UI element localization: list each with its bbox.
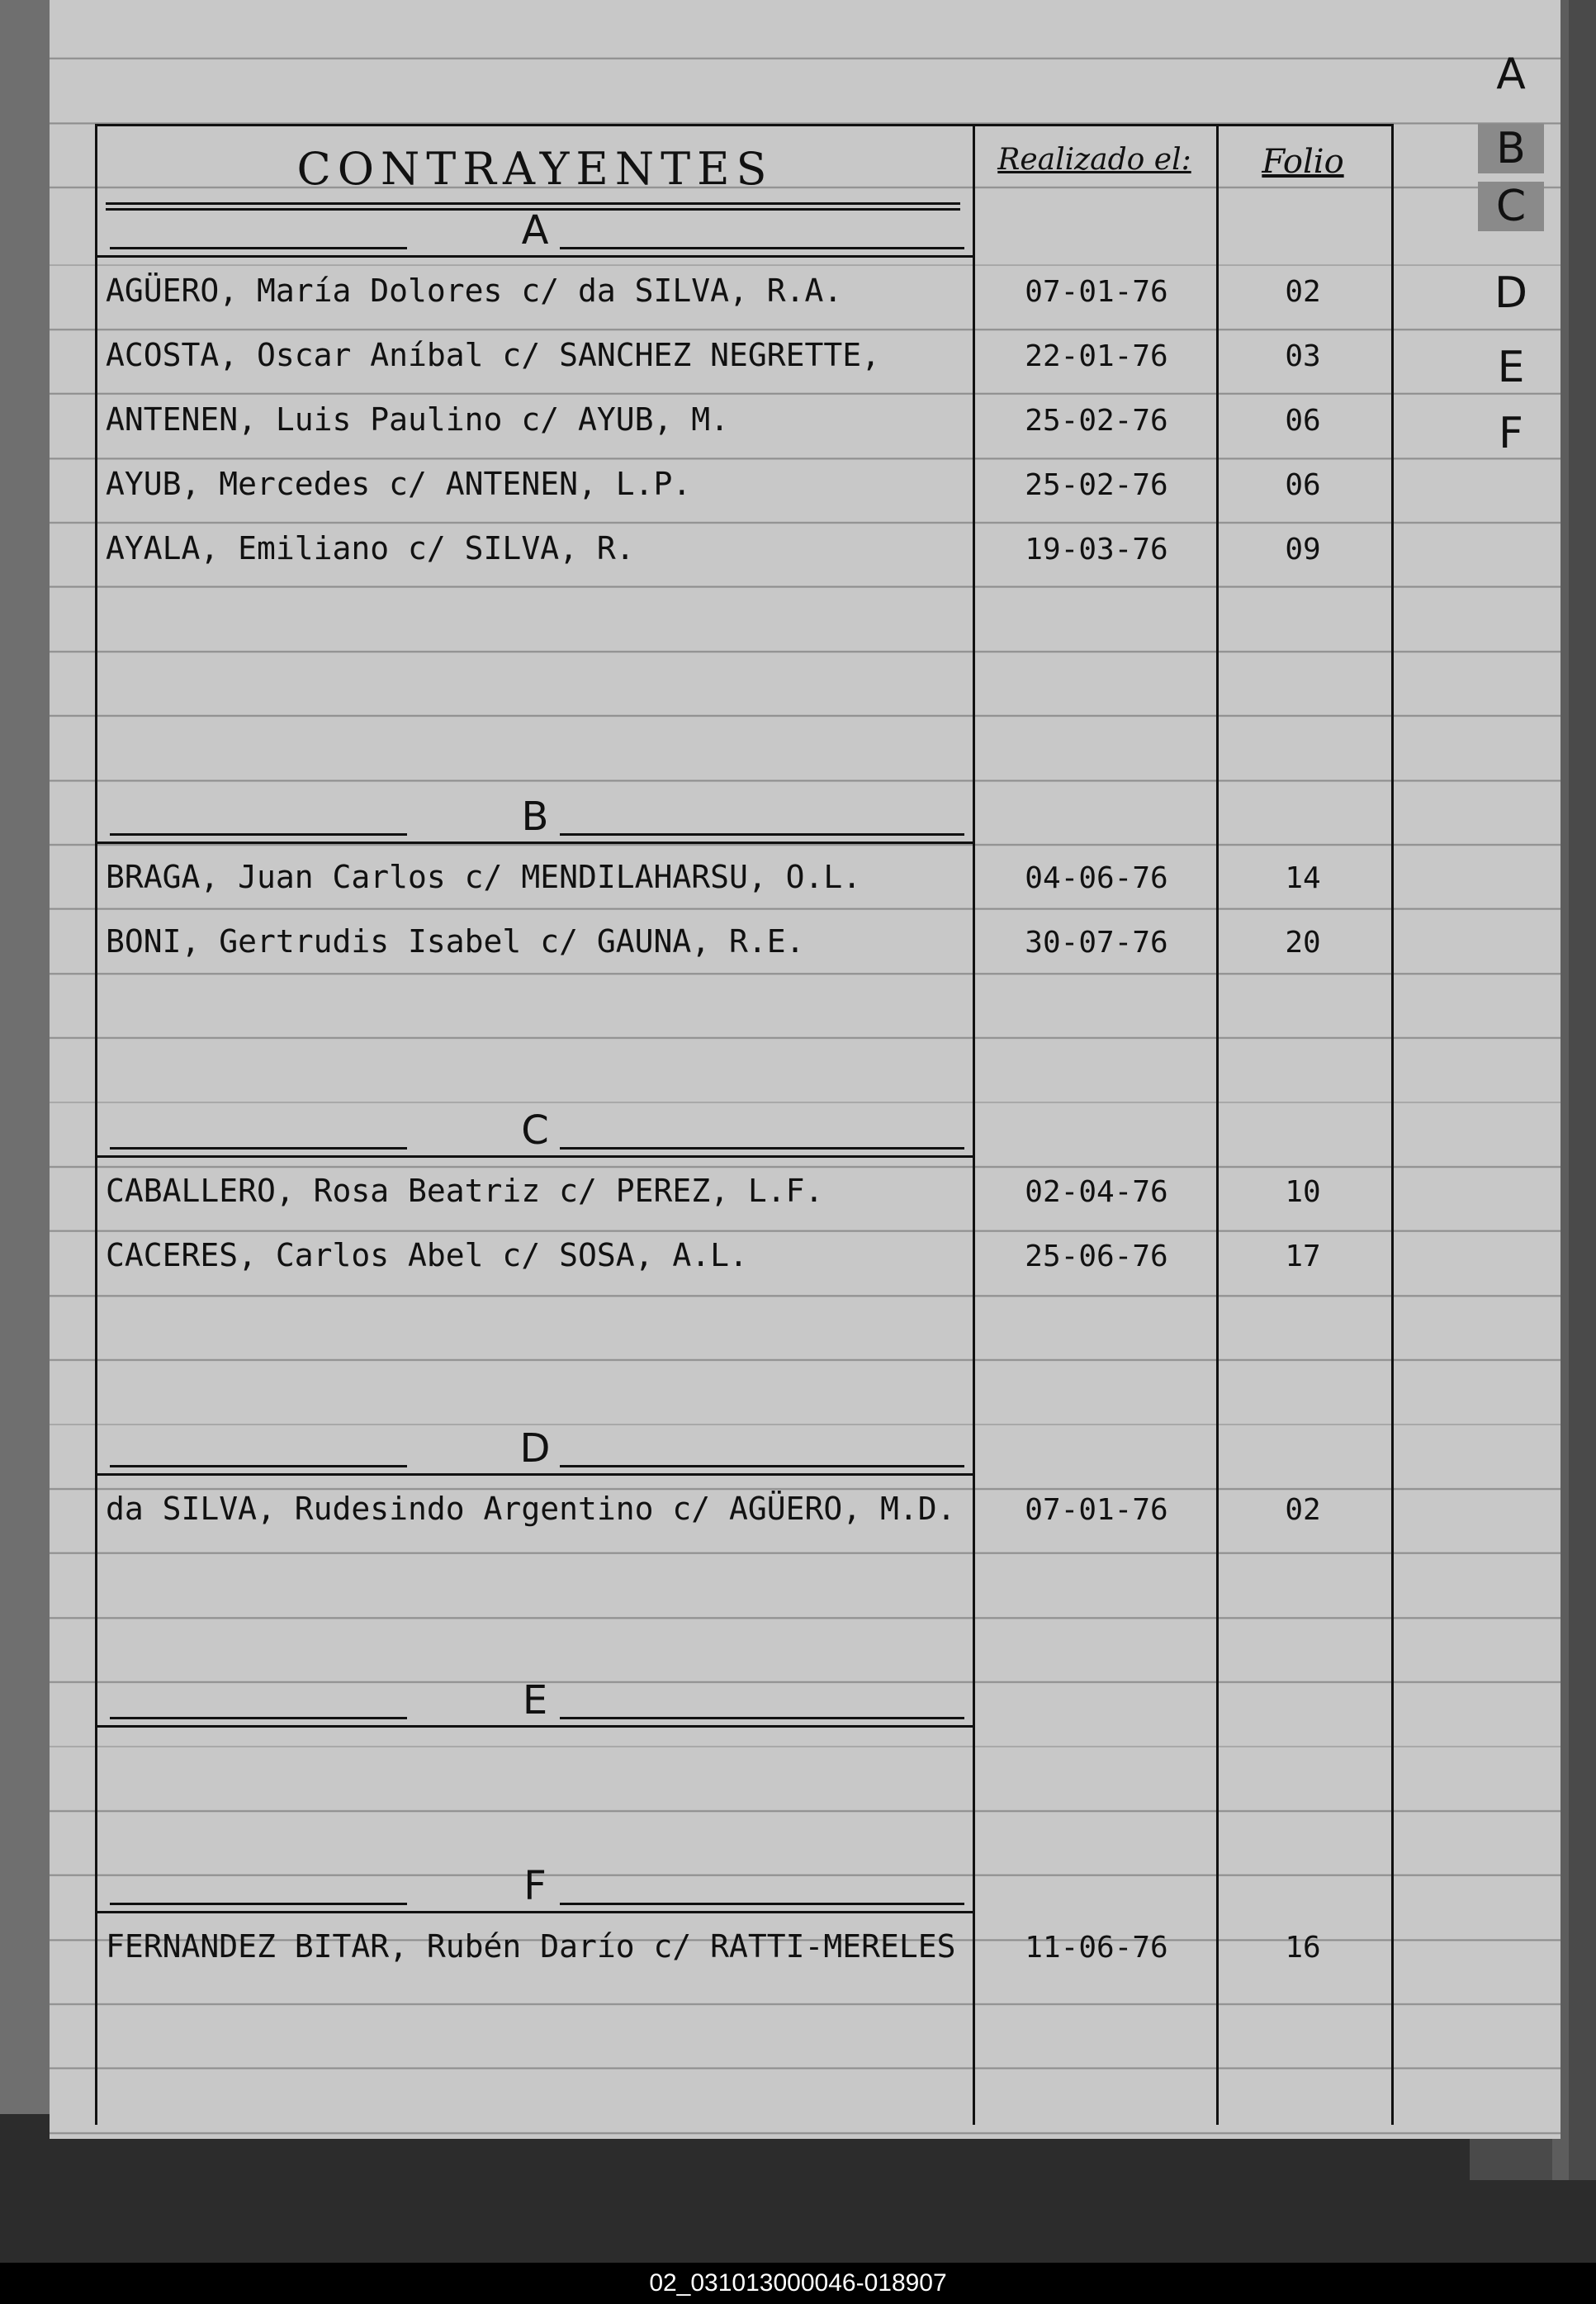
- entry-folio: 17: [1285, 1240, 1321, 1273]
- entry-name: AGÜERO, María Dolores c/ da SILVA, R.A.: [106, 273, 843, 309]
- entry-name: CACERES, Carlos Abel c/ SOSA, A.L.: [106, 1237, 748, 1273]
- section-letter: B: [521, 794, 549, 840]
- table-row: [97, 1481, 1394, 1530]
- table-row: [97, 849, 1394, 898]
- tab-b[interactable]: B: [1478, 124, 1544, 173]
- entry-folio: 14: [1285, 861, 1321, 895]
- entry-name: CABALLERO, Rosa Beatriz c/ PEREZ, L.F.: [106, 1173, 824, 1209]
- section-rule: [97, 1725, 973, 1728]
- entry-folio: 02: [1285, 1493, 1321, 1527]
- section-rule: [97, 841, 973, 844]
- tab-c[interactable]: C: [1478, 182, 1544, 231]
- entry-date: 30-07-76: [1025, 926, 1168, 960]
- entry-name: AYALA, Emiliano c/ SILVA, R.: [106, 530, 635, 567]
- column-header-date: Realizado el:: [997, 143, 1191, 177]
- column-header-names: CONTRAYENTES: [296, 143, 774, 195]
- entry-folio: 20: [1285, 926, 1321, 960]
- entry-name: ANTENEN, Luis Paulino c/ AYUB, M.: [106, 401, 729, 438]
- entry-name: da SILVA, Rudesindo Argentino c/ AGÜERO, M.D.: [106, 1491, 956, 1527]
- table-row: [97, 520, 1394, 570]
- tab-a[interactable]: A: [1496, 50, 1526, 99]
- entry-folio: 06: [1285, 404, 1321, 438]
- table-row: [97, 391, 1394, 441]
- section-letter: E: [522, 1677, 548, 1723]
- entry-name: ACOSTA, Oscar Aníbal c/ SANCHEZ NEGRETTE,: [106, 337, 880, 373]
- table-row: [97, 913, 1394, 963]
- table-row: [97, 456, 1394, 505]
- section-letter: A: [521, 207, 549, 254]
- entry-folio: 03: [1285, 339, 1321, 373]
- entry-date: 07-01-76: [1025, 1493, 1168, 1527]
- table-row: [97, 1163, 1394, 1212]
- entry-folio: 16: [1285, 1931, 1321, 1965]
- entry-folio: 09: [1285, 533, 1321, 567]
- table-row: [97, 1227, 1394, 1277]
- section-rule: [97, 1473, 973, 1476]
- table-row: [97, 263, 1394, 312]
- entry-date: 04-06-76: [1025, 861, 1168, 895]
- entry-folio: 02: [1285, 275, 1321, 309]
- entry-date: 25-02-76: [1025, 468, 1168, 502]
- section-rule: [97, 255, 973, 258]
- table-row: [97, 1918, 1394, 1968]
- entry-date: 02-04-76: [1025, 1175, 1168, 1209]
- ledger-table: [95, 124, 1394, 2125]
- entry-folio: 06: [1285, 468, 1321, 502]
- image-caption: 02_031013000046-018907: [0, 2263, 1596, 2304]
- entry-date: 25-06-76: [1025, 1240, 1168, 1273]
- entry-date: 19-03-76: [1025, 533, 1168, 567]
- section-rule: [97, 1911, 973, 1913]
- entry-date: 22-01-76: [1025, 339, 1168, 373]
- entry-name: BONI, Gertrudis Isabel c/ GAUNA, R.E.: [106, 923, 805, 960]
- entry-date: 25-02-76: [1025, 404, 1168, 438]
- alphabet-tabs: [1478, 50, 1544, 479]
- section-rule: [97, 1155, 973, 1158]
- entry-name: AYUB, Mercedes c/ ANTENEN, L.P.: [106, 466, 692, 502]
- entry-folio: 10: [1285, 1175, 1321, 1209]
- table-row: [97, 327, 1394, 377]
- section-letter: C: [521, 1107, 549, 1154]
- section-letter: D: [519, 1425, 551, 1472]
- entry-name: FERNANDEZ BITAR, Rubén Darío c/ RATTI-MERELES: [106, 1928, 956, 1965]
- entry-date: 11-06-76: [1025, 1931, 1168, 1965]
- column-header-folio: Folio: [1262, 143, 1344, 181]
- tab-f[interactable]: F: [1499, 409, 1523, 458]
- section-letter: F: [523, 1863, 547, 1909]
- entry-name: BRAGA, Juan Carlos c/ MENDILAHARSU, O.L.: [106, 859, 862, 895]
- tab-d[interactable]: D: [1494, 268, 1528, 318]
- tab-e[interactable]: E: [1497, 343, 1525, 392]
- entry-date: 07-01-76: [1025, 275, 1168, 309]
- book-spine: [0, 0, 50, 2114]
